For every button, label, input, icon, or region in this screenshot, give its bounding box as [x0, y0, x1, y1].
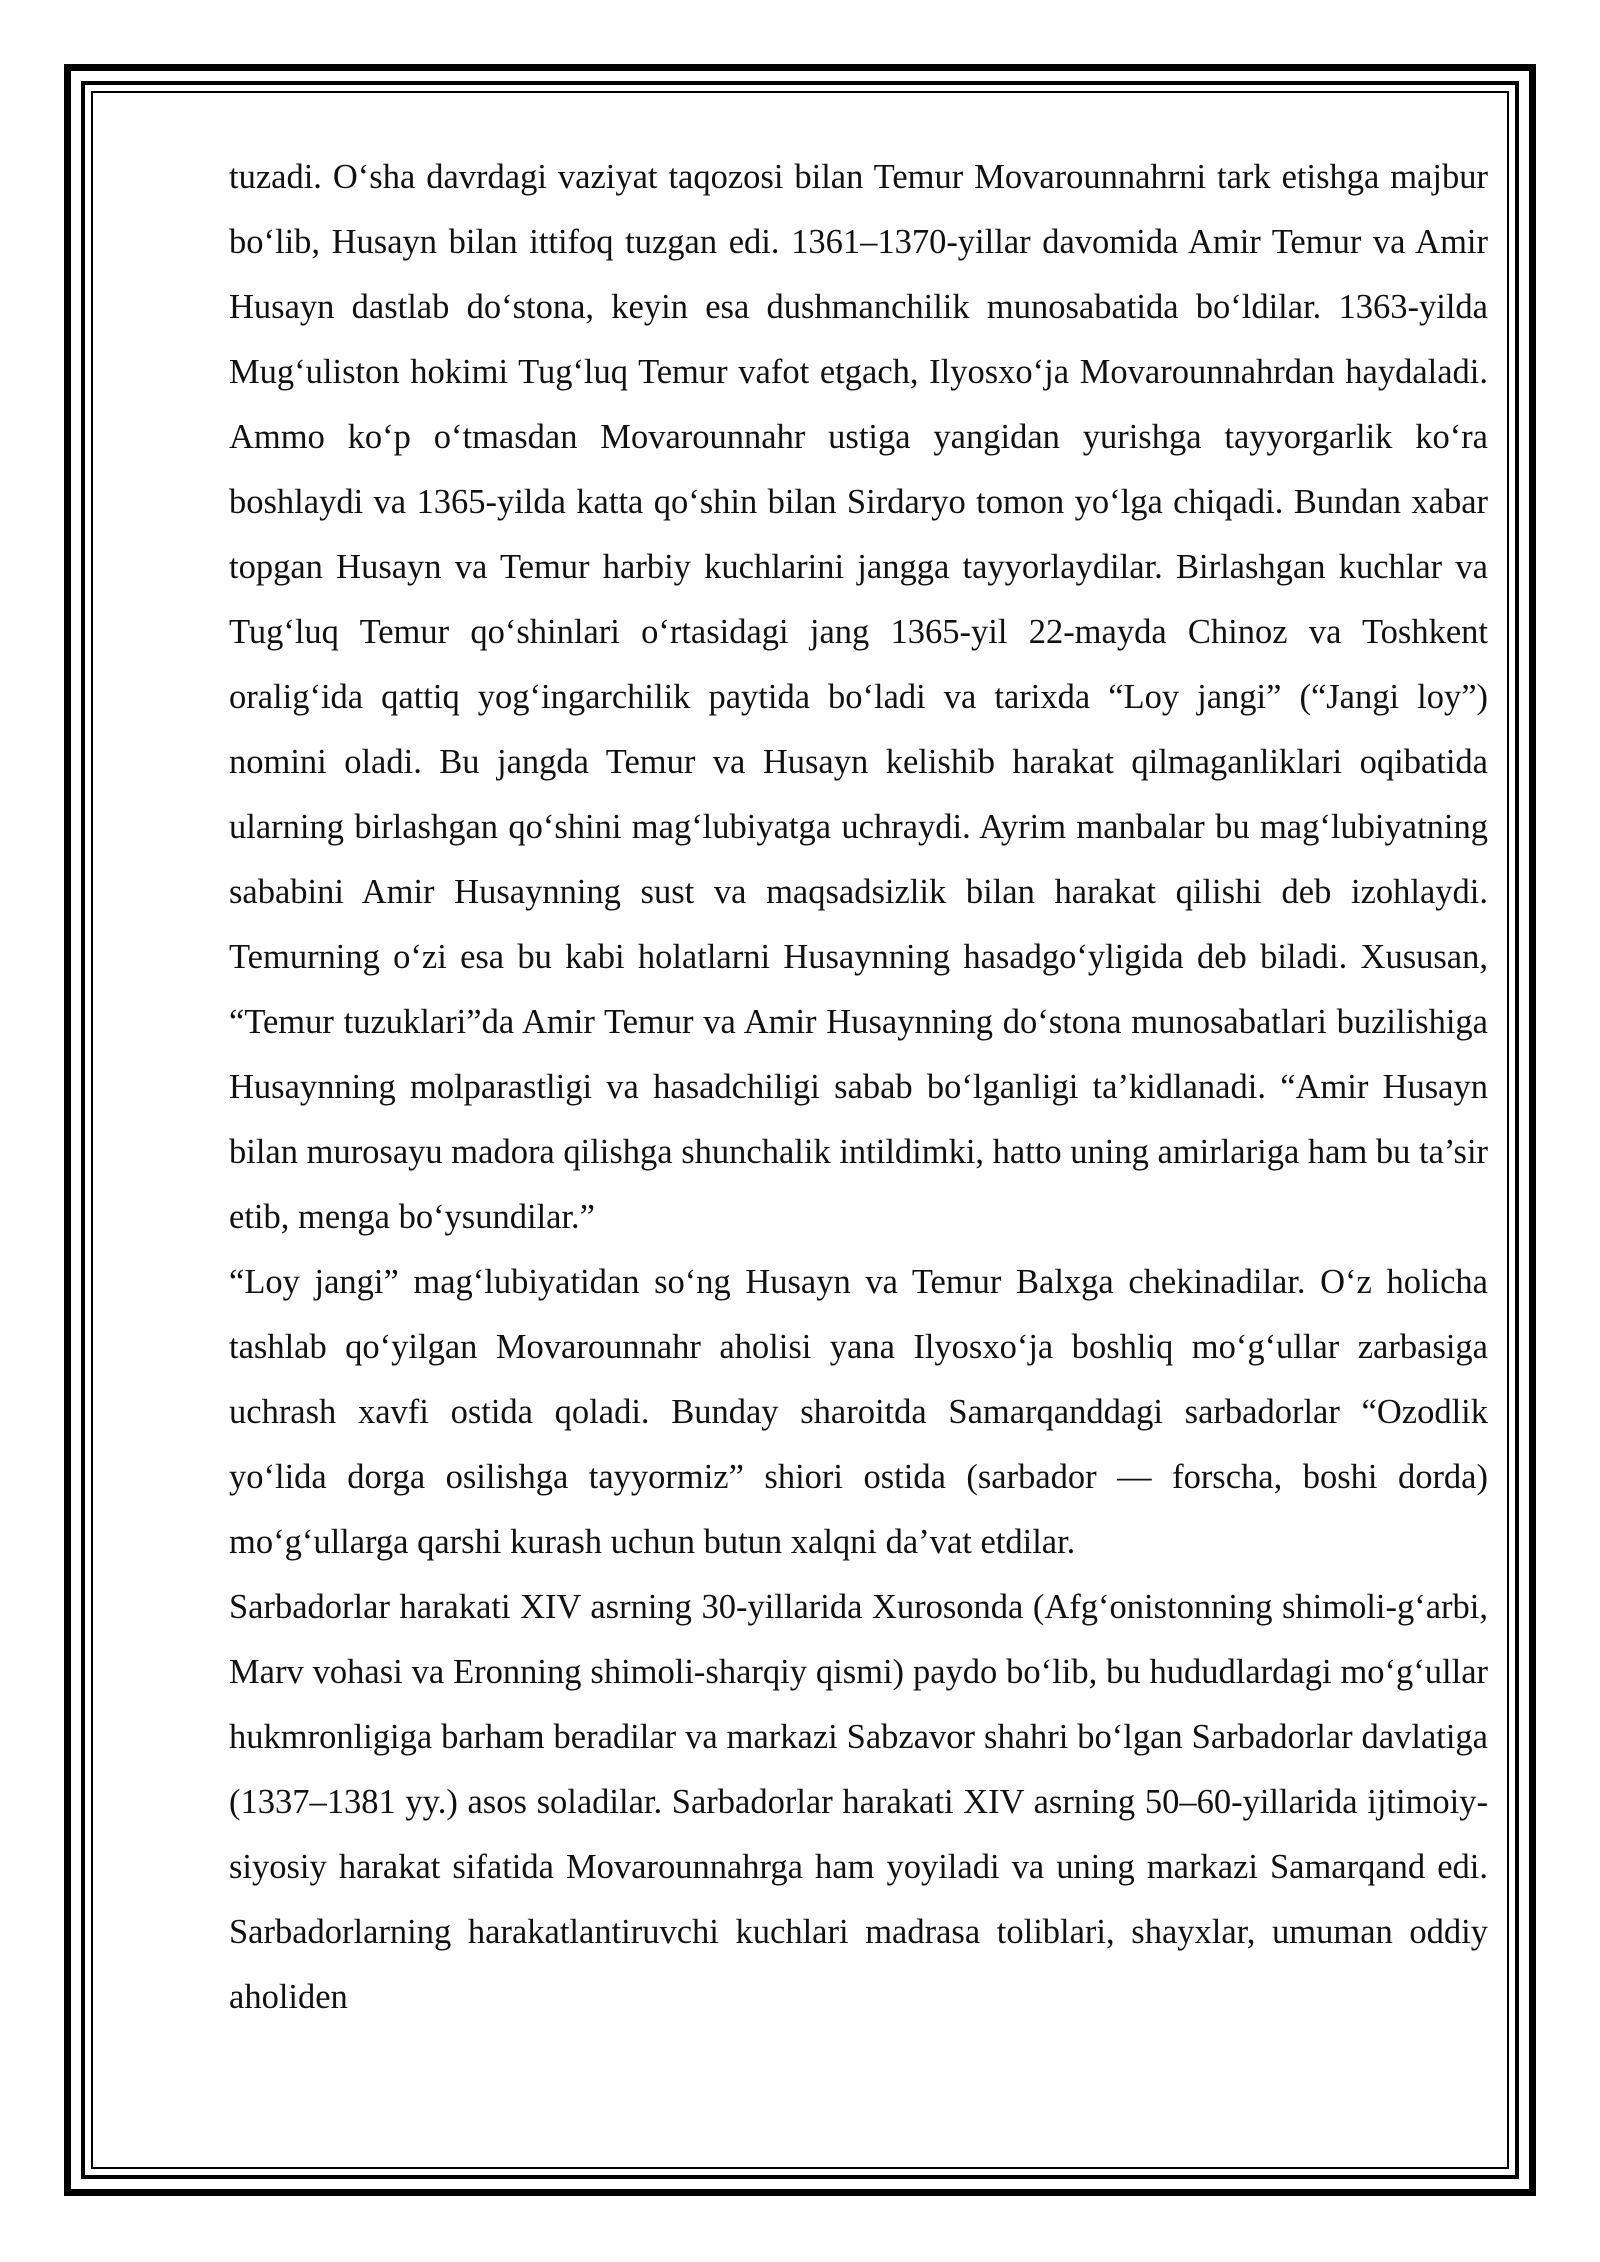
paragraph: Sarbadorlar harakati XIV asrning 30-yillarida Xurosonda (Afg‘onistonning shimoli-g‘arbi, Marv vohasi va Eronning shimoli-sharqiy qismi) paydo bo‘lib, bu hududlardagi mo‘g‘ullar hukmronligiga barham beradilar va markazi Sabzavor shahri bo‘lgan Sarbadorlar davlatiga (1337–1381 yy.) asos soladilar. Sarbadorlar harakati XIV asrning 50–60-yillarida ijtimoiy-siyosiy harakat sifatida Movarounnahrga ham yoyiladi va uning markazi Samarqand edi. Sarbadorlarning harakatlantiruvchi kuchlari madrasa toliblari, shayxlar, umuman oddiy aholiden: [229, 1588, 1488, 2016]
paragraph: tuzadi. O‘sha davrdagi vaziyat taqozosi bilan Temur Movarounnahrni tark etishga majbur bo‘lib, Husayn bilan ittifoq tuzgan edi. 1361–1370-yillar davomida Amir Temur va Amir Husayn dastlab do‘stona, keyin esa dushmanchilik munosabatida bo‘ldilar. 1363-yilda Mug‘uliston hokimi Tug‘luq Temur vafot etgach, Ilyosxo‘ja Movarounnahrdan haydaladi. Ammo ko‘p o‘tmasdan Movarounnahr ustiga yangidan yurishga tayyorgarlik ko‘ra boshlaydi va 1365-yilda katta qo‘shin bilan Sirdaryo tomon yo‘lga chiqadi. Bundan xabar topgan Husayn va Temur harbiy kuchlarini jangga tayyorlaydilar. Birlashgan kuchlar va Tug‘luq Temur qo‘shinlari o‘rtasidagi jang 1365-yil 22-mayda Chinoz va Toshkent oralig‘ida qattiq yog‘ingarchilik paytida bo‘ladi va tarixda “Loy jangi” (“Jangi loy”) nomini oladi. Bu jangda Temur va Husayn kelishib harakat qilmaganliklari oqibatida ularning birlashgan qo‘shini mag‘lubiyatga uchraydi. Ayrim manbalar bu mag‘lubiyatning sababini Amir Husaynning sust va maqsadsizlik bilan harakat qilishi deb izohlaydi. Temurning o‘zi esa bu kabi holatlarni Husaynning hasadgo‘yligida deb biladi. Xususan, “Temur tuzuklari”da Amir Temur va Amir Husaynning do‘stona munosabatlari buzilishiga Husaynning molparastligi va hasadchiligi sabab bo‘lganligi ta’kidlanadi. “Amir Husayn bilan murosayu madora qilishga shunchalik intildimki, hatto uning amirlariga ham bu ta’sir etib, menga bo‘ysundilar.”: [229, 158, 1489, 1236]
paragraph: “Loy jangi” mag‘lubiyatidan so‘ng Husayn va Temur Balxga chekinadilar. O‘z holicha tashlab qo‘yilgan Movarounnahr aholisi yana Ilyosxo‘ja boshliq mo‘g‘ullar zarbasiga uchrash xavfi ostida qoladi. Bunday sharoitda Samarqanddagi sarbadorlar “Ozodlik yo‘lida dorga osilishga tayyormiz” shiori ostida (sarbador — forscha, boshi dorda) mo‘g‘ullarga qarshi kurash uchun butun xalqni da’vat etdilar.: [229, 1263, 1488, 1561]
document-body: [229, 145, 1488, 2030]
